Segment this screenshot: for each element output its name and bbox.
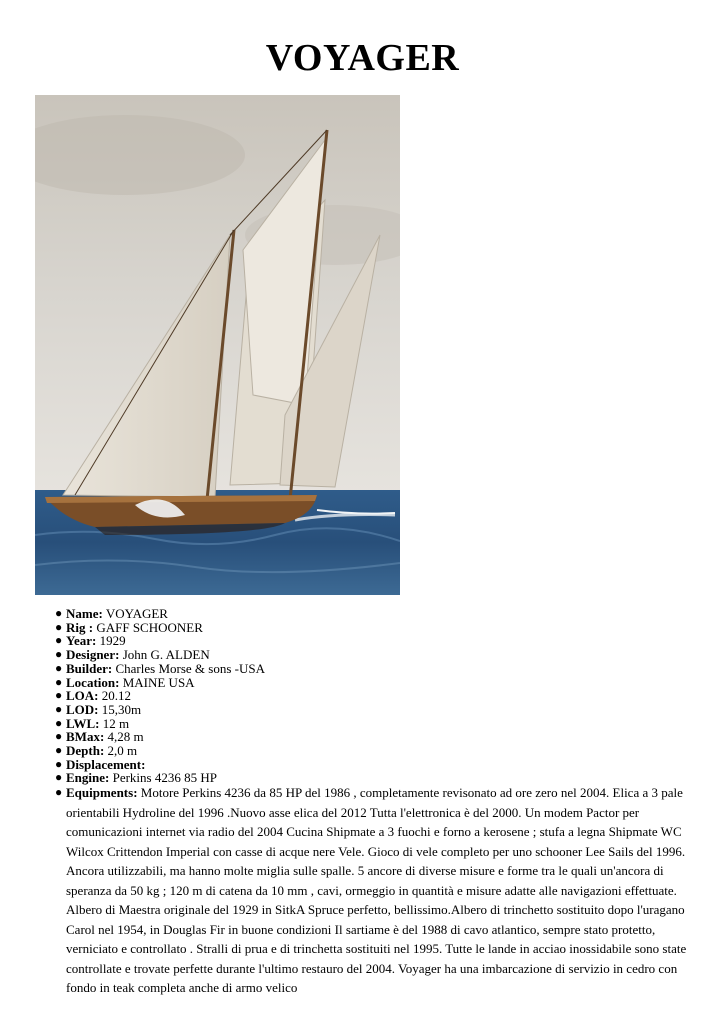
bullet-icon: ● xyxy=(55,785,63,800)
bullet-icon: ● xyxy=(55,660,63,675)
spec-value: VOYAGER xyxy=(105,606,168,621)
spec-value: Charles Morse & sons -USA xyxy=(115,660,265,676)
spec-label: Location: xyxy=(66,674,120,690)
bullet-icon: ● xyxy=(55,743,63,758)
bullet-icon: ● xyxy=(55,606,63,620)
bullet-icon: ● xyxy=(55,688,63,703)
list-item xyxy=(55,730,705,744)
spec-value: MAINE USA xyxy=(122,674,195,690)
spec-value: 15,30m xyxy=(101,701,142,717)
spec-label: Engine: xyxy=(66,770,110,786)
list-item xyxy=(55,634,705,648)
spec-label: BMax: xyxy=(66,729,105,745)
bullet-icon: ● xyxy=(55,619,63,634)
spec-value: Motore Perkins 4236 da 85 HP del 1986 , completamente revisonato ad ore zero nel 2004. Elica a 3 pale orientabili Hydroline del 1996 .Nuovo asse elica del 2012 Tutta l'elettronica è del 2000. Un modem Pactor per comunicazioni internet via radio del 2004 Cucina Shipmate a 3 fuochi e forno a kerosene ; stufa a legna Shipmate WC Wilcox Crittendon Imperial con casse di acque nere Vele. Gioco di vele completo per uno schooner Lee Sails del 1996. Ancora utilizzabili, ma hanno molte miglia sulle spalle. 5 ancore di diverse misure e forme tra le quali un'ancora di speranza da 50 kg ; 120 m di catena da 10 mm , cavi, ormeggio in quantità e misure adatte alle navigazioni effettuate. Albero di Maestra originale del 1929 in SitkA Spruce perfetto, bellissimo.Albero di trinchetto sostituito dopo l'uragano Carol nel 1954, in Douglas Fir in buone condizioni Il sartiame è del 1988 di cavo atlantico, sempre stato protetto, verniciato e controllato . Stralli di prua e di trinchetta sostituiti nel 1995. Tutte le lande in acciao inossidabile sono state controllate e trovate perfette durante l'ultimo restauro del 2004. Voyager ha una imbarcazione di servizio in cedro con fondo in teak completa anche di armo velico xyxy=(66,785,687,996)
specs-list xyxy=(55,607,705,998)
spec-label: Rig : xyxy=(66,619,94,635)
spec-label: LWL: xyxy=(66,715,100,731)
list-item xyxy=(55,662,705,676)
spec-label: Equipments: xyxy=(66,785,138,801)
bullet-icon: ● xyxy=(55,647,63,662)
list-item xyxy=(55,703,705,717)
spec-label: LOA: xyxy=(66,688,99,704)
spec-label: LOD: xyxy=(66,701,99,717)
bullet-icon: ● xyxy=(55,674,63,689)
spec-value: 20.12 xyxy=(101,688,131,704)
spec-label: Designer: xyxy=(66,647,120,663)
spec-value: 1929 xyxy=(99,633,126,649)
spec-value: 4,28 m xyxy=(107,729,144,745)
bullet-icon: ● xyxy=(55,756,63,771)
spec-label: Builder: xyxy=(66,660,113,676)
spec-value: GAFF SCHOONER xyxy=(96,619,203,635)
spec-label: Year: xyxy=(66,633,97,649)
spec-label: Displacement: xyxy=(66,756,146,772)
spec-value: Perkins 4236 85 HP xyxy=(112,770,217,786)
list-item xyxy=(55,621,705,635)
document-title: VOYAGER xyxy=(265,37,460,79)
bullet-icon: ● xyxy=(55,701,63,716)
list-item xyxy=(55,607,705,621)
spec-value: John G. ALDEN xyxy=(122,647,210,663)
spec-value: 12 m xyxy=(102,715,130,731)
schooner-photo xyxy=(35,95,400,595)
bullet-icon: ● xyxy=(55,770,63,785)
list-item xyxy=(55,783,705,998)
spec-value: 2,0 m xyxy=(107,743,138,759)
spec-label: Name: xyxy=(66,606,103,621)
list-item xyxy=(55,689,705,703)
bullet-icon: ● xyxy=(55,729,63,744)
list-item xyxy=(55,744,705,758)
bullet-icon: ● xyxy=(55,633,63,648)
list-item xyxy=(55,717,705,731)
list-item xyxy=(55,758,705,772)
bullet-icon: ● xyxy=(55,715,63,730)
list-item xyxy=(55,648,705,662)
spec-label: Depth: xyxy=(66,743,105,759)
list-item xyxy=(55,676,705,690)
